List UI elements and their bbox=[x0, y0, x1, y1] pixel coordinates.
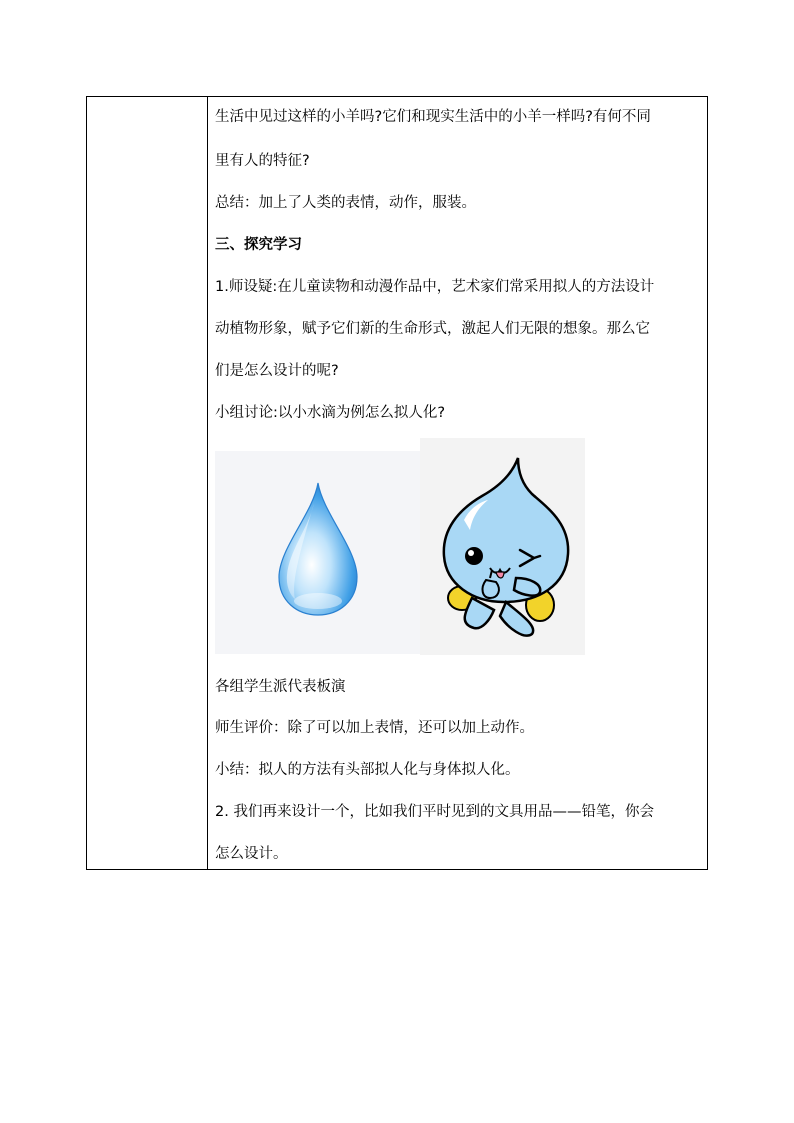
section-heading: 三、探究学习 bbox=[215, 237, 302, 253]
paragraph-line: 里有人的特征? bbox=[215, 153, 310, 169]
water-drop-icon bbox=[215, 451, 420, 654]
paragraph-line: 2. 我们再来设计一个，比如我们平时见到的文具用品——铅笔，你会 bbox=[215, 804, 654, 820]
paragraph-line: 各组学生派代表板演 bbox=[215, 679, 346, 695]
cartoon-water-drop-mascot bbox=[420, 438, 585, 655]
water-drop-image bbox=[215, 451, 420, 654]
paragraph-line: 动植物形象，赋予它们新的生命形式，激起人们无限的想象。那么它 bbox=[215, 321, 650, 337]
conclusion-line: 小结：拟人的方法有头部拟人化与身体拟人化。 bbox=[215, 762, 520, 778]
paragraph-line: 怎么设计。 bbox=[215, 846, 288, 862]
paragraph-line: 们是怎么设计的呢? bbox=[215, 363, 339, 379]
paragraph-line: 1.师设疑:在儿童读物和动漫作品中，艺术家们常采用拟人的方法设计 bbox=[215, 279, 655, 295]
discussion-line: 小组讨论:以小水滴为例怎么拟人化? bbox=[215, 405, 446, 421]
paragraph-line: 生活中见过这样的小羊吗?它们和现实生活中的小羊一样吗?有何不同 bbox=[215, 109, 651, 125]
table-left-cell bbox=[87, 97, 208, 869]
lesson-table bbox=[86, 96, 708, 870]
summary-line: 总结：加上了人类的表情，动作，服装。 bbox=[215, 195, 476, 211]
mascot-image bbox=[420, 438, 585, 655]
evaluation-line: 师生评价：除了可以加上表情，还可以加上动作。 bbox=[215, 720, 534, 736]
